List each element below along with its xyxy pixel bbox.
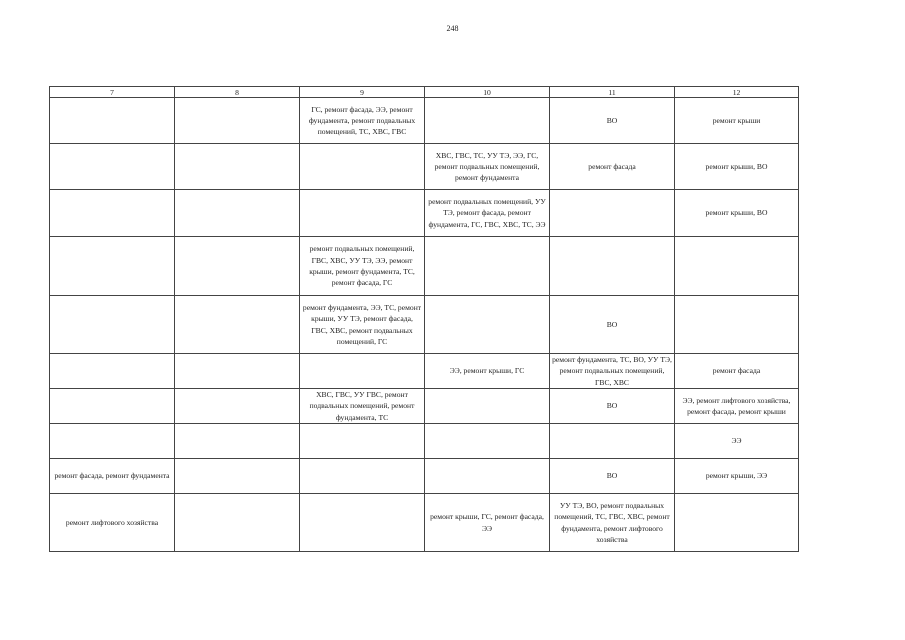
table-cell <box>50 424 175 459</box>
table-row <box>50 459 799 494</box>
table-cell <box>550 237 675 296</box>
table-cell: ремонт крыши, ВО <box>675 144 799 190</box>
table-cell <box>175 354 300 389</box>
table-cell <box>175 389 300 424</box>
table-row <box>50 424 799 459</box>
table-cell <box>675 494 799 552</box>
table-row <box>50 190 799 237</box>
table-cell <box>50 98 175 144</box>
column-header: 12 <box>675 87 799 98</box>
table-row <box>50 98 799 144</box>
table-row <box>50 296 799 354</box>
table-cell <box>175 424 300 459</box>
table-cell: ремонт фундамента, ЭЭ, ТС, ремонт крыши, УУ ТЭ, ремонт фасада, ГВС, ХВС, ремонт подвальных помещений, ГС <box>300 296 425 354</box>
table-cell <box>175 237 300 296</box>
table-cell: ремонт фасада <box>550 144 675 190</box>
table-cell: ремонт подвальных помещений, УУ ТЭ, ремонт фасада, ремонт фундамента, ГС, ГВС, ХВС, ТС, ЭЭ <box>425 190 550 237</box>
table-cell: ВО <box>550 296 675 354</box>
table-cell: ХВС, ГВС, ТС, УУ ТЭ, ЭЭ, ГС, ремонт подвальных помещений, ремонт фундамента <box>425 144 550 190</box>
table-cell: ЭЭ, ремонт лифтового хозяйства, ремонт фасада, ремонт крыши <box>675 389 799 424</box>
table-cell <box>425 98 550 144</box>
table-cell: ВО <box>550 459 675 494</box>
table-cell: ВО <box>550 98 675 144</box>
table-cell <box>300 459 425 494</box>
table-cell <box>50 296 175 354</box>
column-header: 7 <box>50 87 175 98</box>
table-cell: ЭЭ <box>675 424 799 459</box>
table-row <box>50 144 799 190</box>
table-cell <box>425 389 550 424</box>
table-cell <box>50 354 175 389</box>
table-row <box>50 354 799 389</box>
table-row <box>50 237 799 296</box>
table-cell <box>675 296 799 354</box>
table-row <box>50 389 799 424</box>
column-header: 8 <box>175 87 300 98</box>
table-cell <box>300 190 425 237</box>
column-header: 10 <box>425 87 550 98</box>
table-row <box>50 494 799 552</box>
table-cell <box>550 190 675 237</box>
works-table <box>49 86 799 552</box>
table-cell: ремонт крыши <box>675 98 799 144</box>
table-cell <box>50 237 175 296</box>
table-cell <box>175 459 300 494</box>
table-cell <box>300 494 425 552</box>
table-cell <box>50 190 175 237</box>
table-cell <box>425 424 550 459</box>
table-cell <box>425 296 550 354</box>
table-cell <box>300 144 425 190</box>
table-cell: ремонт крыши, ЭЭ <box>675 459 799 494</box>
column-header: 9 <box>300 87 425 98</box>
table-cell <box>50 389 175 424</box>
table-cell: ремонт фасада, ремонт фундамента <box>50 459 175 494</box>
table-cell <box>175 190 300 237</box>
table-cell <box>675 237 799 296</box>
table-cell <box>175 494 300 552</box>
table-cell <box>50 144 175 190</box>
header-row <box>50 87 799 98</box>
column-header: 11 <box>550 87 675 98</box>
table-cell: ЭЭ, ремонт крыши, ГС <box>425 354 550 389</box>
table-cell: УУ ТЭ, ВО, ремонт подвальных помещений, ТС, ГВС, ХВС, ремонт фундамента, ремонт лифтового хозяйства <box>550 494 675 552</box>
page-number: 248 <box>446 24 459 33</box>
table-cell <box>550 424 675 459</box>
table-cell: ремонт фасада <box>675 354 799 389</box>
table-cell <box>175 296 300 354</box>
table-cell: ремонт фундамента, ТС, ВО, УУ ТЭ, ремонт подвальных помещений, ГВС, ХВС <box>550 354 675 389</box>
table-cell <box>425 237 550 296</box>
table-cell: ХВС, ГВС, УУ ГВС, ремонт подвальных помещений, ремонт фундамента, ТС <box>300 389 425 424</box>
table-cell <box>300 424 425 459</box>
table-cell: ГС, ремонт фасада, ЭЭ, ремонт фундамента, ремонт подвальных помещений, ТС, ХВС, ГВС <box>300 98 425 144</box>
table-cell: ремонт лифтового хозяйства <box>50 494 175 552</box>
table-cell <box>175 144 300 190</box>
table-cell: ВО <box>550 389 675 424</box>
table-cell: ремонт подвальных помещений, ГВС, ХВС, УУ ТЭ, ЭЭ, ремонт крыши, ремонт фундамента, ТС, ремонт фасада, ГС <box>300 237 425 296</box>
table-cell: ремонт крыши, ГС, ремонт фасада, ЭЭ <box>425 494 550 552</box>
table-cell: ремонт крыши, ВО <box>675 190 799 237</box>
table-cell <box>425 459 550 494</box>
table-cell <box>300 354 425 389</box>
table-cell <box>175 98 300 144</box>
